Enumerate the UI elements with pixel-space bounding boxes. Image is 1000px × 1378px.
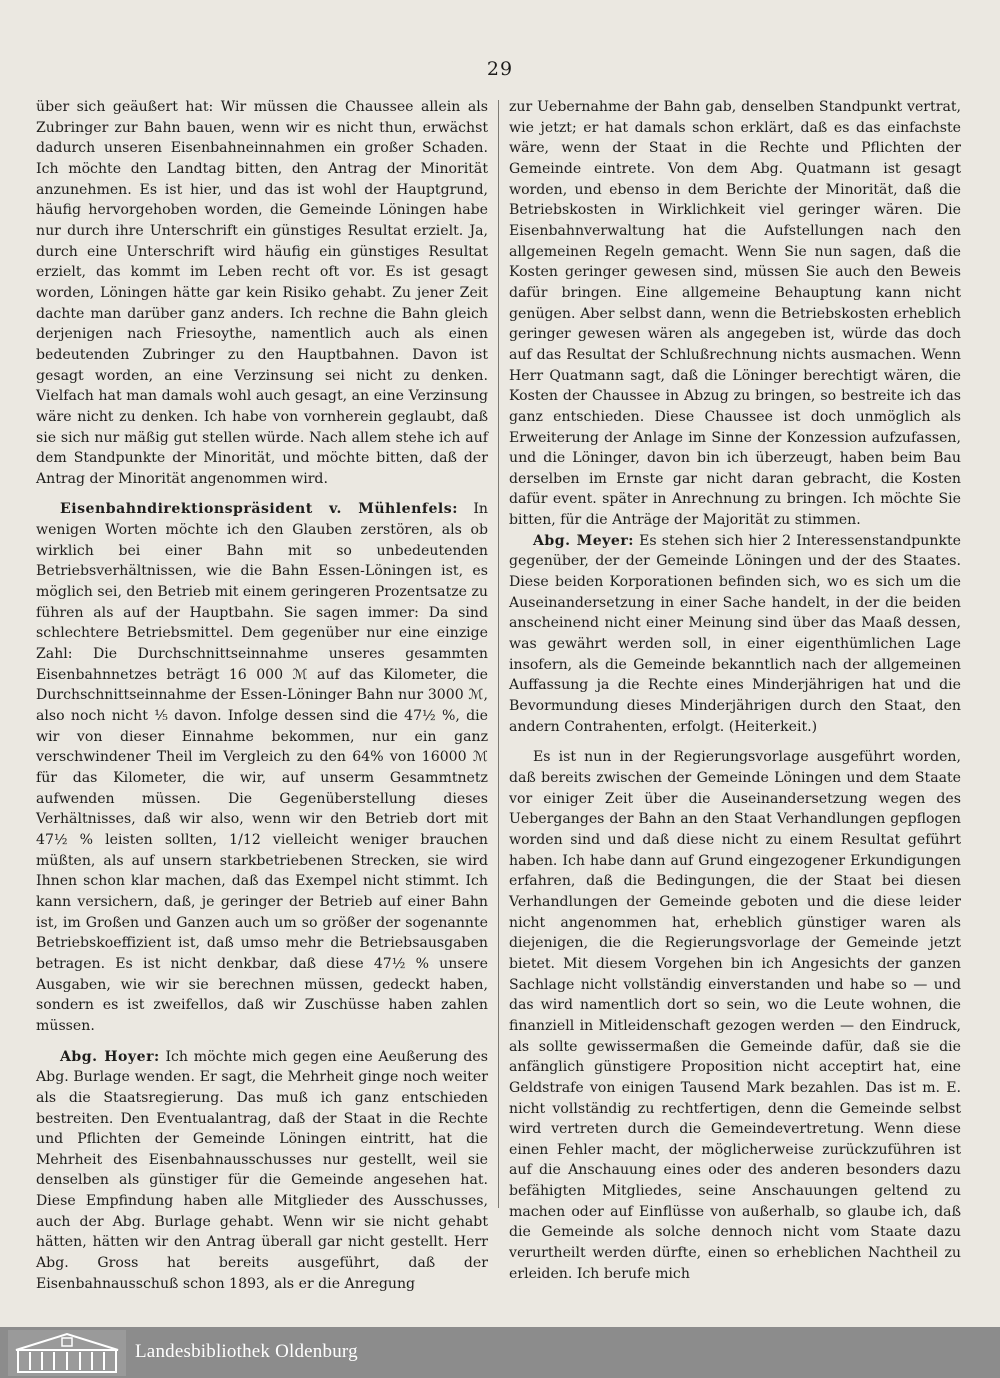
column-divider	[498, 100, 499, 1208]
speech-text: Es stehen sich hier 2 Interessenstandpunkte gegenüber, der der Gemeinde Löningen und der des Staates. Diese beiden Korporationen befinden sich, wo es sich um die Auseinandersetzung in einer Sache handelt, in der die beiden anscheinend nicht einer Meinung sind über das Maaß dessen, was gewährt werden soll, in einer eigenthümlichen Lage insofern, als die Gemeinde bekanntlich nach der allgemeinen Auffassung ja die Rechte eines Minderjährigen hat und die Bevormundung dieses Minderjährigen durch den Staat, den andern Contrahenten, erfolgt. (Heiterkeit.)	[509, 532, 961, 735]
paragraph: Es ist nun in der Regierungsvorlage ausgeführt worden, daß bereits zwischen der Gemeinde Löningen und dem Staate vor einiger Zeit über die Auseinandersetzung wegen des Ueberganges der Bahn an den Staat Verhandlungen gepflogen worden sind und daß diese nicht zu einem Resultat geführt haben. Ich habe dann auf Grund eingezogener Erkundigungen erfahren, daß die Bedingungen, die der Staat bei diesen Verhandlungen der Gemeinde geboten und die diese leider nicht angenommen hat, erheblich günstiger waren als diejenigen, die die Regierungsvorlage der Gemeinde jetzt bietet. Mit diesem Vorgehen bin ich Angesichts der ganzen Sachlage nicht vollständig einverstanden und habe so — und das wird namentlich dort so sein, wo die Leute wohnen, die finanziell in Mitleidenschaft gezogen werden — den Eindruck, als sollte gewissermaßen die Gemeinde dafür, daß sie die anfänglich günstigere Proposition nicht acceptirt hat, eine Geldstrafe von einigen Tausend Mark bezahlen. Das ist m. E. nicht vollständig zu rechtfertigen, denn die Gemeinde selbst wird vertreten durch die Gemeindevertretung. Wenn diese einen Fehler macht, der möglicherweise zurückzuführen ist auf die Anschauung eines oder des anderen besonders dazu befähigten Mitgliedes, seine Anschauungen geltend zu machen oder auf Einflüsse von außerhalb, so glaube ich, daß die Gemeinde als solche dennoch nicht vom Staate dazu verurtheilt werden dürfte, einen so erheblichen Nachtheil zu erleiden. Ich berufe mich	[509, 749, 961, 1282]
library-footer-bar	[0, 1327, 1000, 1378]
paragraph	[36, 1047, 488, 1295]
paragraph: zur Uebernahme der Bahn gab, denselben Standpunkt vertrat, wie jetzt; er hat damals schon erklärt, daß es das einfachste wäre, wenn der Staat in die Rechte und Pflichten der Gemeinde eintrete. Von dem Abg. Quatmann ist gesagt worden, und ebenso in dem Berichte der Minorität, daß die Betriebskosten in Wirklichkeit viel geringer wären. Die Eisenbahnverwaltung hat die Aufstellungen nach den allgemeinen Regeln gemacht. Wenn Sie nun sagen, daß die Kosten geringer gewesen sind, müssen Sie auch den Beweis dafür bringen. Eine allgemeine Behauptung kann nicht genügen. Aber selbst dann, wenn die Betriebskosten erheblich geringer gewesen wären als angegeben ist, würde das doch auf das Resultat der Schlußrechnung nichts ausmachen. Wenn Herr Quatmann sagt, daß die Löninger berechtigt wären, die Kosten der Chaussee in Abzug zu bringen, so bestreite ich das ganz entschieden. Diese Chaussee ist doch unmöglich als Erweiterung der Anlage im Sinne der Konzession aufzufassen, und die Löninger, davon bin ich überzeugt, haben beim Bau derselben im Ernste gar nicht daran gebracht, die Kosten dafür event. später in Anrechnung zu bringen. Ich möchte Sie bitten, für die Anträge der Majorität zu stimmen.	[509, 99, 961, 529]
library-building-icon	[8, 1330, 126, 1376]
paragraph	[36, 499, 488, 1036]
right-column	[509, 97, 961, 1284]
paragraph: über sich geäußert hat: Wir müssen die Chaussee allein als Zubringer zur Bahn bauen, wenn wir es nicht thun, erwächst dadurch unseren Eisenbahneinnahmen ein großer Schaden. Ich möchte den Landtag bitten, den Antrag der Minorität anzunehmen. Es ist hier, und das ist wohl der Hauptgrund, häufig hervorgehoben worden, die Gemeinde Löningen habe nur durch ihre Unterschrift ein günstiges Resultat erzielt. Ja, durch eine Unterschrift wird häufig ein günstiges Resultat erzielt, das kommt im Leben recht oft vor. Es ist gesagt worden, Löningen hätte gar kein Risiko gehabt. Zu jener Zeit dachte man darüber ganz anders. Ich rechne die Bahn gleich derjenigen nach Friesoythe, namentlich auch als einen bedeutenden Zubringer zu den Hauptbahnen. Davon ist gesagt worden, an eine Verzinsung sei nicht zu denken. Vielfach hat man damals wohl auch gesagt, an eine Verzinsung wäre nicht zu denken. Ich habe von vornherein geglaubt, daß sie sich nur mäßig gut stellen würde. Nach allem stehe ich auf dem Standpunkte der Minorität, und möchte bitten, daß der Antrag der Minorität angenommen wird.	[36, 99, 488, 487]
speaker-name: Abg. Hoyer:	[60, 1048, 160, 1065]
paragraph	[509, 531, 961, 738]
speech-text: Ich möchte mich gegen eine Aeußerung des Abg. Burlage wenden. Er sagt, die Mehrheit ginge noch weiter als die Staatsregierung. Das muß ich ganz entschieden bestreiten. Den Eventualantrag, daß der Staat in die Rechte und Pflichten der Gemeinde Löningen eintritt, hat die Mehrheit des Eisenbahnausschusses nur gestellt, weil sie denselben als günstiger für die Gemeinde angesehen hat. Diese Empfindung haben alle Mitglieder des Ausschusses, auch der Abg. Burlage gehabt. Wenn wir sie nicht gehabt hätten, hätten wir den Antrag überall gar nicht gestellt. Herr Abg. Gross hat bereits ausgeführt, daß der Eisenbahnausschuß schon 1893, als er die Anregung	[36, 1048, 488, 1292]
library-name: Landesbibliothek Oldenburg	[135, 1341, 358, 1362]
left-column	[36, 97, 488, 1294]
speech-text: In wenigen Worten möchte ich den Glauben zerstören, als ob wirklich bei einer Bahn mit so unbedeutenden Betriebsverhältnissen, wie die Bahn Essen-Löningen ist, es möglich sei, den Betrieb mit einem geringeren Prozentsatze zu führen als auf der Hauptbahn. Sie sagen immer: Da sind schlechtere Betriebsmittel. Dem gegenüber nur eine einzige Zahl: Die Durchschnittseinnahme unseres gesammten Eisenbahnnetzes beträgt 16 000 ℳ auf das Kilometer, die Durchschnittseinnahme der Essen-Löninger Bahn nur 3000 ℳ, also noch nicht ⅕ davon. Infolge dessen sind die 47½ %, die wir von dieser Einnahme bekommen, nur ein ganz verschwindener Theil im Vergleich zu den 64% von 16000 ℳ für das Kilometer, die wir, auf unserm Gesammtnetz aufwenden müssen. Die Gegenüberstellung dieses Verhältnisses, daß wir also, wenn wir den Betrieb dort mit 47½ % leisten sollten, 1/12 vielleicht weniger brauchen müßten, als auf unsern starkbetriebenen Strecken, sie wird Ihnen schon klar machen, daß das Exempel nicht stimmt. Ich kann versichern, daß, je geringer der Betrieb auf einer Bahn ist, im Großen und Ganzen auch um so größer der sogenannte Betriebskoeffizient ist, daß umso mehr die Betriebsausgaben betragen. Es ist nicht denkbar, daß diese 47½ % unsere Ausgaben, wie wir sie berechnen müssen, gedeckt haben, sondern es ist zweifellos, daß wir Zuschüsse haben zahlen müssen.	[36, 501, 488, 1034]
speaker-name: Abg. Meyer:	[533, 532, 634, 549]
speaker-name: Eisenbahndirektionspräsident v. Mühlenfels:	[60, 501, 458, 518]
page-number: 29	[486, 58, 514, 80]
